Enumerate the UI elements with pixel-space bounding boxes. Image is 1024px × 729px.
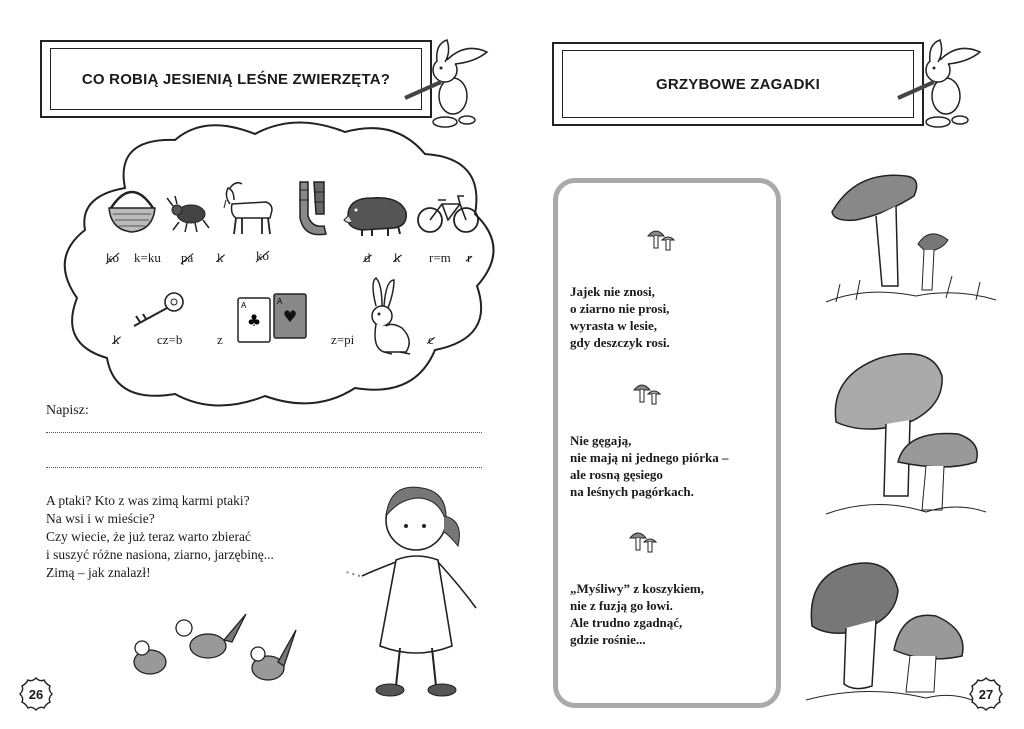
small-mushroom-icon <box>646 226 676 252</box>
write-label: Napisz: <box>46 403 89 418</box>
left-title-banner <box>40 40 432 118</box>
svg-text:♣: ♣ <box>246 311 262 330</box>
right-page-title: GRZYBOWE ZAGADKI <box>655 75 821 93</box>
mushroom-character-illustration-2 <box>826 346 986 526</box>
rebus-label-k-struck-3: k <box>113 332 120 347</box>
rebus-label-c-struck: c <box>428 332 434 347</box>
rebus-label-r-m: r=m <box>429 250 451 265</box>
right-title-banner <box>552 42 924 126</box>
mushroom-character-illustration-1 <box>826 166 996 312</box>
answer-line-1[interactable] <box>46 432 482 433</box>
key-icon <box>128 290 186 330</box>
hare-icon <box>362 276 418 356</box>
rebus-label-ko-struck-2: ko <box>256 248 269 263</box>
rebus-label-k-struck: k <box>217 250 224 265</box>
svg-text:A: A <box>277 297 283 306</box>
riddle-3: „Myśliwy” z koszykiem, nie z fuzją go łowi. Ale trudno zgadnąć, gdzie rośnie... <box>570 581 704 647</box>
cards-icon <box>236 292 310 344</box>
girl-feeding-birds-illustration <box>340 476 500 708</box>
small-mushroom-icon-3 <box>628 528 658 554</box>
page-number-left: 26 <box>28 686 44 702</box>
mushroom-character-illustration-3 <box>806 560 972 708</box>
rebus-label-d-struck: d <box>364 250 371 265</box>
riddle-1: Jajek nie znosi, o ziarno nie prosi, wyrasta w lesie, gdy deszczyk rosi. <box>570 284 670 350</box>
rebus-label-k-struck-2: k <box>394 250 401 265</box>
rebus-label-pa-struck: pa <box>181 250 194 265</box>
thought-cloud <box>55 118 515 418</box>
bicycle-icon <box>416 192 480 234</box>
rebus-label-r-struck: r <box>467 250 472 265</box>
riddle-2: Nie gęgają, nie mają ni jednego piórka – ale rosną gęsiego na leśnych pagórkach. <box>570 433 729 499</box>
rebus-label-ko-struck: ko <box>106 250 119 265</box>
svg-text:A: A <box>241 301 247 310</box>
basket-icon <box>105 186 159 234</box>
right-title-frame <box>562 50 914 118</box>
left-page-title: CO ROBIĄ JESIENIĄ LEŚNE ZWIERZĘTA? <box>81 70 391 88</box>
answer-line-2[interactable] <box>46 467 482 468</box>
rebus-label-z: z <box>217 332 223 347</box>
page-number-right: 27 <box>978 686 994 702</box>
beetle-icon <box>165 194 215 234</box>
left-title-frame <box>50 48 422 110</box>
rebus-label-cz-b: cz=b <box>157 332 183 347</box>
birds-illustration <box>128 606 298 698</box>
svg-text:♥: ♥ <box>282 307 298 326</box>
boar-icon <box>342 190 412 236</box>
rabbit-mascot-icon <box>395 38 495 130</box>
birds-poem: A ptaki? Kto z was zimą karmi ptaki? Na wsi i w mieście? Czy wiecie, że już teraz warto zbierać i suszyć różne nasiona, ziarno, jarzębinę... Zimą – jak znalazł! <box>46 493 274 580</box>
scarf-icon <box>292 180 334 236</box>
goat-icon <box>222 180 284 236</box>
rebus-label-k-ku: k=ku <box>134 250 161 265</box>
rebus-label-z-pi: z=pi <box>331 332 355 347</box>
small-mushroom-icon-2 <box>632 380 662 406</box>
rabbit-mascot-icon-right <box>888 38 988 130</box>
